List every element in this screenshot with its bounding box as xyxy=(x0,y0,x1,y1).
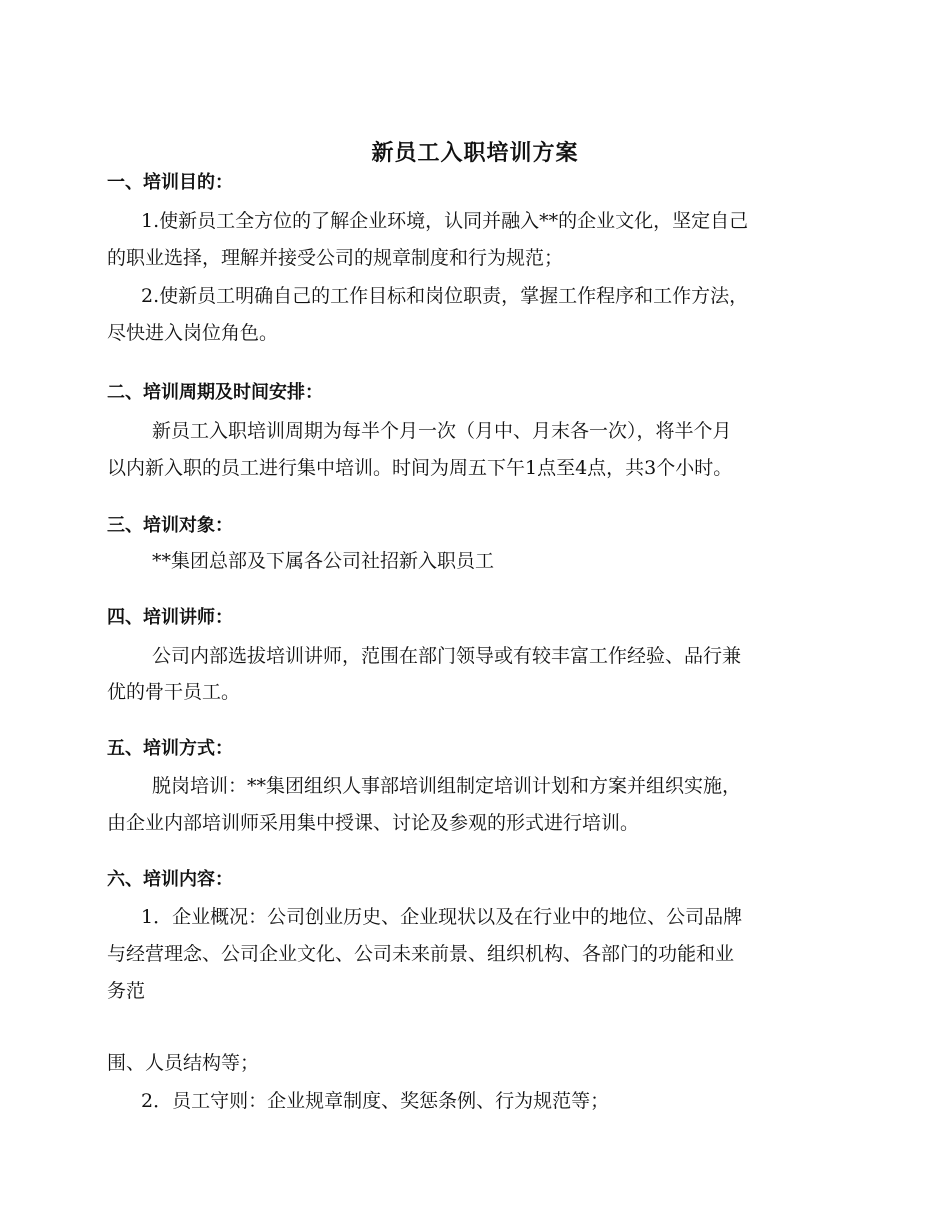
paragraph-line: 与经营理念、公司企业文化、公司未来前景、组织机构、各部门的功能和业 xyxy=(107,943,735,965)
paragraph-line: 以内新入职的员工进行集中培训。时间为周五下午1点至4点，共3个小时。 xyxy=(107,457,733,479)
section-heading-trainer: 四、培训讲师： xyxy=(107,607,233,628)
section-heading-content: 六、培训内容： xyxy=(107,869,233,890)
section-heading-schedule: 二、培训周期及时间安排： xyxy=(107,382,323,403)
section-heading-method: 五、培训方式： xyxy=(107,738,233,759)
document-title: 新员工入职培训方案 xyxy=(371,140,579,166)
paragraph-line: 1.使新员工全方位的了解企业环境，认同并融入**的企业文化，坚定自己 xyxy=(141,210,749,232)
section-heading-target: 三、培训对象： xyxy=(107,515,233,536)
paragraph-line: 脱岗培训：**集团组织人事部培训组制定培训计划和方案并组织实施， xyxy=(152,775,742,797)
paragraph-line: 由企业内部培训师采用集中授课、讨论及参观的形式进行培训。 xyxy=(107,812,640,834)
paragraph-line: 新员工入职培训周期为每半个月一次（月中、月末各一次），将半个月 xyxy=(152,420,732,442)
paragraph-line: 公司内部选拔培训讲师，范围在部门领导或有较丰富工作经验、品行兼 xyxy=(152,645,742,667)
paragraph-line: 务范 xyxy=(107,980,146,1002)
paragraph-line: 的职业选择，理解并接受公司的规章制度和行为规范； xyxy=(107,247,564,269)
paragraph-line: 2.使新员工明确自己的工作目标和岗位职责，掌握工作程序和工作方法， xyxy=(141,285,749,307)
paragraph-line: **集团总部及下属各公司社招新入职员工 xyxy=(152,550,495,572)
section-heading-purpose: 一、培训目的： xyxy=(107,172,233,193)
paragraph-line: 围、人员结构等； xyxy=(107,1052,260,1074)
paragraph-line: 1．企业概况：公司创业历史、企业现状以及在行业中的地位、公司品牌 xyxy=(141,906,743,928)
paragraph-line: 2．员工守则：企业规章制度、奖惩条例、行为规范等； xyxy=(141,1090,610,1112)
paragraph-line: 尽快进入岗位角色。 xyxy=(107,322,279,344)
paragraph-line: 优的骨干员工。 xyxy=(107,681,241,703)
